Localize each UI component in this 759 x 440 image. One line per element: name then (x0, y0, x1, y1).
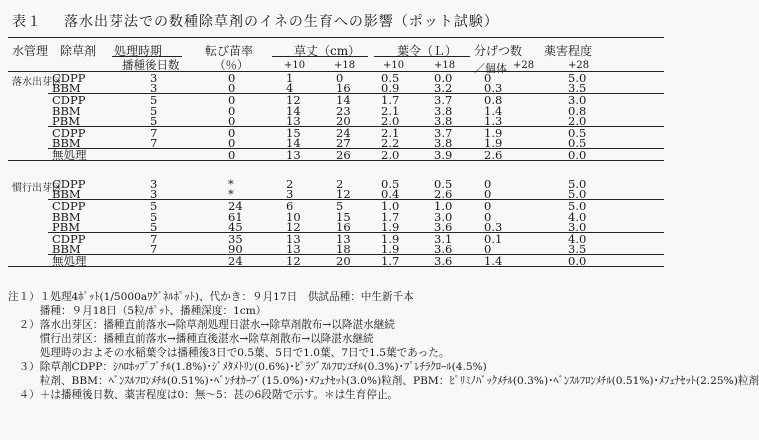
cell-h18: 13 (336, 232, 351, 246)
col-header-damage: 薬害程度 (544, 44, 593, 58)
cell-tillers: 0.3 (484, 219, 503, 234)
section-label: 慣行出芽区 (12, 183, 62, 194)
cell-killed: 0 (228, 103, 236, 118)
table-title (12, 11, 499, 31)
cell-h10: 13 (286, 232, 301, 246)
cell-l10: 0.4 (381, 187, 400, 202)
cell-killed: 0 (228, 71, 236, 85)
cell-h18: 18 (336, 242, 351, 257)
cell-killed: 61 (228, 209, 243, 224)
cell-l10: 2.0 (381, 113, 400, 128)
cell-damage: 0.0 (568, 254, 587, 269)
cell-l18: 2.6 (434, 187, 453, 202)
cell-days: 5 (150, 209, 158, 224)
col-header-per-plant: ／個体 (474, 62, 507, 75)
cell-damage: 3.5 (568, 242, 587, 257)
cell-killed: 0 (228, 93, 236, 108)
cell-days: 3 (150, 177, 158, 191)
cell-h18: 20 (336, 254, 351, 269)
cell-agent: BBM (52, 81, 81, 96)
cell-h10: 3 (286, 187, 294, 202)
cell-killed: 45 (228, 219, 243, 234)
cell-damage: 5.0 (568, 177, 587, 191)
section-label: 落水出芽区 (12, 77, 62, 88)
cell-damage: 3.0 (568, 93, 587, 108)
cell-killed: * (228, 177, 234, 191)
col-header-tillers: 分げつ数 (474, 44, 523, 58)
cell-h10: 14 (286, 103, 301, 118)
cell-l10: 0.5 (381, 177, 400, 191)
cell-l18: 3.7 (434, 126, 453, 140)
cell-tillers: 2.6 (484, 148, 503, 163)
col-header-damage-28: +28 (568, 60, 590, 71)
cell-tillers: 0.8 (484, 93, 503, 108)
cell-killed: 0 (228, 136, 236, 151)
section-rule (8, 160, 664, 161)
cell-killed: 90 (228, 242, 243, 257)
footnotes (8, 290, 759, 402)
footnote-line: 慣行出芽区：播種直前落水→播種直後湛水→除草剤散布→以降湛水継続 (8, 333, 374, 345)
cell-tillers: 0 (484, 199, 492, 214)
cell-l18: 0.5 (434, 177, 453, 191)
cell-l10: 2.1 (381, 126, 400, 140)
cell-damage: 0.0 (568, 148, 587, 163)
cell-days: 7 (150, 232, 158, 246)
cell-h18: 15 (336, 209, 351, 224)
cell-agent: PBM (52, 113, 80, 128)
cell-tillers: 0 (484, 71, 492, 85)
cell-tillers: 1.4 (484, 254, 503, 269)
cell-agent: BBM (52, 103, 81, 118)
col-header-days: 播種後日数 (122, 58, 180, 72)
cell-days: 3 (150, 81, 158, 96)
cell-h10: 12 (286, 254, 301, 269)
cell-l18: 3.9 (434, 148, 453, 163)
cell-l10: 2.2 (381, 136, 400, 151)
cell-tillers: 1.9 (484, 136, 503, 151)
cell-tillers: 0 (484, 242, 492, 257)
col-header-killed-unit: （％） (214, 58, 249, 72)
cell-h10: 14 (286, 136, 301, 151)
col-header-leaf: 葉令（Ｌ） (397, 44, 458, 58)
cell-agent: BBM (52, 136, 81, 151)
cell-l18: 3.0 (434, 209, 453, 224)
cell-damage: 0.5 (568, 126, 587, 140)
cell-agent: 無処理 (52, 254, 87, 269)
cell-damage: 3.0 (568, 219, 587, 234)
footnote-line: 注１）１処理4ﾎﾟｯﾄ(1/5000aﾜｸﾞﾈﾙﾎﾟｯﾄ)、代かき：９月17日 供試品種：中生新千本 (8, 291, 414, 303)
cell-damage: 4.0 (568, 209, 587, 224)
cell-days: 5 (150, 93, 158, 108)
cell-l10: 1.7 (381, 209, 400, 224)
cell-h18: 16 (336, 219, 351, 234)
cell-l10: 0.5 (381, 71, 400, 85)
cell-l18: 3.8 (434, 103, 453, 118)
cell-h10: 12 (286, 93, 301, 108)
cell-h18: 16 (336, 81, 351, 96)
cell-l18: 3.6 (434, 242, 453, 257)
cell-tillers: 1.3 (484, 113, 503, 128)
cell-days: 7 (150, 126, 158, 140)
cell-damage: 3.5 (568, 81, 587, 96)
cell-damage: 5.0 (568, 187, 587, 202)
cell-tillers: 0.3 (484, 81, 503, 96)
section-rule (8, 266, 664, 267)
top-rule (8, 37, 664, 38)
height-underline (272, 56, 368, 57)
cell-agent: BBM (52, 242, 81, 257)
cell-h10: 10 (286, 209, 301, 224)
cell-tillers: 0 (484, 209, 492, 224)
cell-agent: CDPP (52, 199, 86, 214)
cell-h18: 5 (336, 199, 344, 214)
col-header-agent: 除草剤 (60, 44, 97, 58)
cell-l10: 1.0 (381, 199, 400, 214)
cell-killed: 35 (228, 232, 243, 246)
footnote-line: ２）落水出芽区：播種直前落水→除草剤処理日湛水→除草剤散布→以降湛水継続 (8, 319, 395, 331)
cell-tillers: 0.1 (484, 232, 503, 246)
cell-tillers: 0 (484, 177, 492, 191)
cell-tillers: 0 (484, 187, 492, 202)
cell-h18: 23 (336, 103, 351, 118)
col-header-leaf-18: +18 (434, 60, 456, 71)
cell-l18: 3.8 (434, 113, 453, 128)
cell-damage: 0.8 (568, 103, 587, 118)
col-header-timing: 処理時期 (114, 44, 163, 58)
col-header-tillers-28: +28 (513, 60, 535, 71)
cell-killed: 0 (228, 148, 236, 163)
cell-l18: 3.6 (434, 254, 453, 269)
cell-days: 7 (150, 136, 158, 151)
footnote-line: 粒剤、BBM：ﾍﾞﾝｽﾙﾌﾛﾝﾒﾁﾙ(0.51%)･ﾍﾞﾝﾁｵｶｰﾌﾞ(15.0%)･ﾒﾌｪﾅｾｯﾄ(3.0%)粒剤、PBM：ﾋﾟﾘﾐﾉﾊﾞｯｸﾒﾁﾙ(0.3%)･ﾍﾞﾝｽﾙﾌﾛﾝﾒﾁﾙ(0.51%)･ﾒﾌｪﾅｾｯﾄ(2.25%)粒剤 (8, 375, 759, 387)
table-number: 表１ (12, 14, 42, 30)
col-header-height: 草丈（cm） (294, 44, 361, 58)
cell-killed: 0 (228, 81, 236, 96)
cell-days: 5 (150, 113, 158, 128)
footnote-line: ４）＋は播種後日数、薬害程度は0：無～5：甚の6段階で示す。＊は生育停止。 (8, 389, 399, 401)
cell-damage: 5.0 (568, 199, 587, 214)
col-header-leaf-10: +10 (383, 60, 405, 71)
cell-killed: 0 (228, 113, 236, 128)
cell-days: 3 (150, 71, 158, 85)
footnote-line: 処理時のおよその水稲葉令は播種後3日で0.5葉、5日で1.0葉、7日で1.5葉であった。 (8, 347, 450, 359)
cell-agent: CDPP (52, 232, 86, 246)
cell-l10: 0.9 (381, 81, 400, 96)
footnote-line: 播種：９月18日（5粒/ﾎﾟｯﾄ、播種深度：1cm） (8, 305, 267, 317)
cell-tillers: 1.9 (484, 126, 503, 140)
cell-l18: 3.8 (434, 136, 453, 151)
cell-h10: 6 (286, 199, 294, 214)
cell-h18: 0 (336, 71, 344, 85)
cell-l10: 2.0 (381, 148, 400, 163)
cell-l10: 1.7 (381, 254, 400, 269)
cell-h10: 2 (286, 177, 294, 191)
table-caption: 落水出芽法での数種除草剤のイネの生育への影響（ポット試験） (64, 14, 499, 30)
col-header-height-18: +18 (334, 60, 356, 71)
cell-agent: 無処理 (52, 148, 87, 163)
col-header-height-10: +10 (284, 60, 306, 71)
leaf-underline (374, 56, 470, 57)
cell-tillers: 1.4 (484, 103, 503, 118)
cell-l10: 2.1 (381, 103, 400, 118)
cell-agent: CDPP (52, 177, 86, 191)
cell-killed: 24 (228, 199, 243, 214)
cell-l10: 1.7 (381, 93, 400, 108)
cell-h10: 12 (286, 219, 301, 234)
cell-days: 5 (150, 219, 158, 234)
cell-damage: 4.0 (568, 232, 587, 246)
cell-h10: 13 (286, 148, 301, 163)
col-header-water: 水管理 (12, 44, 49, 58)
cell-h18: 24 (336, 126, 351, 140)
cell-days: 5 (150, 199, 158, 214)
cell-h10: 13 (286, 242, 301, 257)
cell-l18: 1.0 (434, 199, 453, 214)
cell-damage: 2.0 (568, 113, 587, 128)
cell-damage: 0.5 (568, 136, 587, 151)
cell-l18: 3.1 (434, 232, 453, 246)
cell-agent: CDPP (52, 126, 86, 140)
cell-h18: 12 (336, 187, 351, 202)
cell-killed: * (228, 187, 234, 202)
col-header-killed: 転び苗率 (205, 44, 254, 58)
cell-damage: 5.0 (568, 71, 587, 85)
cell-h10: 15 (286, 126, 301, 140)
cell-h10: 13 (286, 113, 301, 128)
cell-l10: 1.9 (381, 219, 400, 234)
cell-killed: 24 (228, 254, 243, 269)
cell-days: 3 (150, 187, 158, 202)
cell-l18: 3.7 (434, 93, 453, 108)
cell-h18: 26 (336, 148, 351, 163)
cell-agent: BBM (52, 209, 81, 224)
cell-h18: 14 (336, 93, 351, 108)
cell-h18: 27 (336, 136, 351, 151)
cell-agent: BBM (52, 187, 81, 202)
cell-l10: 1.9 (381, 232, 400, 246)
cell-agent: CDPP (52, 71, 86, 85)
cell-l18: 0.0 (434, 71, 453, 85)
cell-h10: 4 (286, 81, 294, 96)
cell-agent: CDPP (52, 93, 86, 108)
cell-days: 7 (150, 242, 158, 257)
cell-l10: 1.9 (381, 242, 400, 257)
cell-agent: PBM (52, 219, 80, 234)
cell-h18: 2 (336, 177, 344, 191)
cell-killed: 0 (228, 126, 236, 140)
cell-h10: 1 (286, 71, 294, 85)
cell-l18: 3.6 (434, 219, 453, 234)
footnote-line: ３）除草剤CDPP：ｼﾊﾛﾎｯﾌﾟﾌﾞﾁﾙ(1.8%)･ｼﾞﾒﾀﾒﾄﾘﾝ(0.6%)･ﾋﾟﾗｿﾞｽﾙﾌﾛﾝｴﾁﾙ(0.3%)･ﾌﾟﾚﾁﾗｸﾛｰﾙ(4.5%) (8, 361, 487, 373)
cell-h18: 20 (336, 113, 351, 128)
cell-days: 5 (150, 103, 158, 118)
cell-l18: 3.2 (434, 81, 453, 96)
